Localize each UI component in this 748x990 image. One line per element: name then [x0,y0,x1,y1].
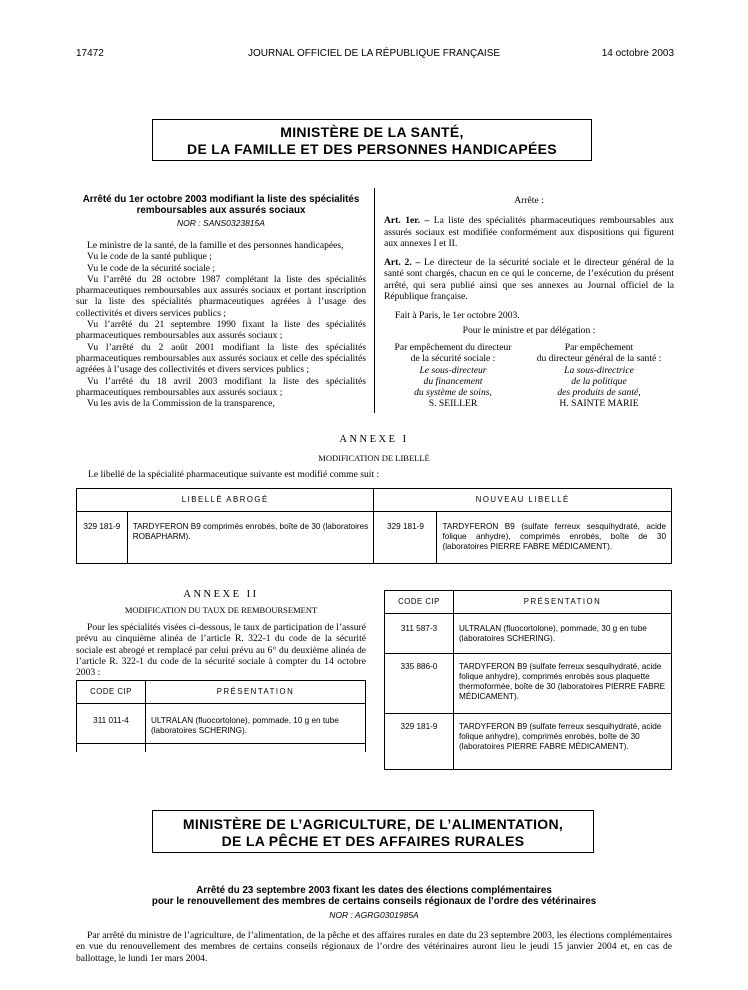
arrete-label: Arrête : [514,195,544,206]
arrete-title-line-1: Arrêté du 23 septembre 2003 fixant les dates des élections complémentaires [196,885,552,896]
ministry-agriculture-banner [152,810,594,853]
table-row [385,614,672,654]
visa-paragraph: Vu l’arrêté du 28 octobre 1987 complétant la liste des spécialités pharmaceutiques remboursables aux assurés sociaux et portant inscription sur la liste des spécialités pharmaceutiques agréées à l’usage des collectivités et divers services publics ; [76,273,366,319]
arrete-title-line-2: remboursables aux assurés sociaux [136,205,306,216]
col-header-abroge: LIBELLÉ ABROGÉ [77,489,374,512]
empty-cell [146,744,366,752]
annexe-2-table-left [76,680,366,752]
article-2 [384,257,674,302]
presentation-cell: ULTRALAN (fluocortolone), pommade, 10 g en tube (laboratoires SCHERING). [146,704,366,744]
sig-line: La sous-directrice [564,364,634,376]
signature-left [384,342,522,410]
annexe-1-intro: Le libellé de la spécialité pharmaceutique suivante est modifié comme suit : [88,469,380,480]
annexe-2-table-right [384,590,672,770]
annexe-1-title: ANNEXE I [339,434,409,445]
issue-date: 14 octobre 2003 [601,48,674,59]
presentation-cell: TARDYFERON B9 (sulfate ferreux sesquihydraté, acide folique anhydre), comprimés enrobés, boîte de 30 (laboratoires PIERRE FABRE MÉDICAMENT). [454,714,672,770]
ministry-sante-banner [152,119,592,161]
article-1-label: Art. 1er. – [384,215,430,227]
signatory-name: H. SAINTE MARIE [559,398,639,410]
arrete-text: Par arrêté du ministre de l’agriculture, de l’alimentation, de la pêche et des affaires rurales en date du 23 septembre 2003, les élections complémentaires en vue du renouvellement des membres de certains conseils régionaux de l’ordre des vétérinaires auront lieu le jeudi 15 janvier 2004 et, en cas de ballottage, le lundi 1er mars 2004. [76,930,672,964]
code-cell: 311 011-4 [77,704,146,744]
article-2-text: Le directeur de la sécurité sociale et le directeur général de la santé sont chargés, chacun en ce qui le concerne, de l’exécution du présent arrêté, qui sera publié ainsi que ses annexes au Journal officiel de la République française. [384,257,674,303]
sig-line: Le sous-directeur [419,364,487,376]
arrete-title-line-1: Arrêté du 1er octobre 2003 modifiant la liste des spécialités [82,194,360,205]
old-code-cell: 329 181-9 [77,512,128,564]
visa-paragraph: Vu le code de la sécurité sociale ; [87,262,216,274]
ministry-line-2: DE LA PÊCHE ET DES AFFAIRES RURALES [221,833,525,849]
sig-line: du système de soins, [414,387,492,399]
table-header-row [385,591,672,614]
old-label-cell: TARDYFERON B9 comprimés enrobés, boîte de 30 (laboratoires ROBAPHARM). [127,512,374,564]
presentation-cell: TARDYFERON B9 (sulfate ferreux sesquihydraté, acide folique anhydre), comprimés enrobés sous plaquette thermoformée, boîte de 30 (laboratoires PIERRE FABRE MÉDICAMENT). [454,654,672,714]
code-cell: 335 886-0 [385,654,454,714]
visa-paragraph: Vu l’arrêté du 2 août 2001 modifiant la liste des spécialités pharmaceutiques remboursables aux assurés sociaux et celle des spécialités agréées à l’usage des collectivités et divers services publics ; [76,341,366,376]
new-label-cell: TARDYFERON B9 (sulfate ferreux sesquihydraté, acide folique anhydre), comprimés enrobés, boîte de 30 (laboratoires PIERRE FABRE MÉDICAMENT). [437,512,672,564]
visa-paragraph: Vu l’arrêté du 21 septembre 1990 fixant la liste des spécialités pharmaceutiques remboursables aux assurés sociaux ; [76,319,366,342]
column-divider [374,188,375,413]
code-cell: 311 587-3 [385,614,454,654]
table-row [385,654,672,714]
table-row-empty [77,744,366,752]
visa-paragraph: Vu les avis de la Commission de la transparence, [87,398,275,410]
visa-paragraph: Vu l’arrêté du 18 avril 2003 modifiant la liste des spécialités pharmaceutiques remboursables aux assurés sociaux ; [76,375,366,398]
visa-paragraph: Le ministre de la santé, de la famille et des personnes handicapées, [87,240,344,251]
ministry-line-2: DE LA FAMILLE ET DES PERSONNES HANDICAPÉES [187,141,557,157]
annexe-2-subtitle: MODIFICATION DU TAUX DE REMBOURSEMENT [124,605,318,615]
arrete-title-line-2: pour le renouvellement des membres de certains conseils régionaux de l’ordre des vétérinaires [151,896,597,907]
table-row [77,704,366,744]
nor-reference: NOR : AGRG0301985A [329,910,419,920]
code-cell: 329 181-9 [385,714,454,770]
table-header-row [77,489,672,512]
page-number: 17472 [76,48,104,59]
sig-line: des produits de santé, [557,387,641,399]
col-header-presentation: PRÉSENTATION [146,681,366,704]
fait-a-paris: Fait à Paris, le 1er octobre 2003. [395,310,520,322]
sig-line: Par empêchement du directeur [394,341,512,353]
col-header-code-cip: CODE CIP [385,591,454,614]
arrete-veterinaires-body [76,930,672,964]
nor-reference: NOR : SANS0323815A [177,218,265,228]
empty-cell [77,744,146,752]
ministry-line-1: MINISTÈRE DE L’AGRICULTURE, DE L’ALIMENTATION, [182,816,564,832]
annexe-2-title: ANNEXE II [183,589,259,600]
signatory-name: S. SEILLER [428,398,478,410]
article-1 [384,215,674,249]
new-code-cell: 329 181-9 [374,512,437,564]
annexe-2-left [76,589,366,678]
sig-line: de la politique [571,375,627,387]
arrete-sante-right [384,195,674,410]
arrete-sante-left [76,194,366,409]
col-header-nouveau: NOUVEAU LIBELLÉ [374,489,672,512]
annexe-2-intro: Pour les spécialités visées ci-dessous, le taux de participation de l’assuré prévu au cinquième alinéa de l’article R. 322-1 du code de la sécurité sociale est abrogé et remplacé par celui prévu au 6° du deuxième alinéa de l’article R. 322-1 du code de la sécurité sociale à compter du 14 octobre 2003 : [76,622,366,679]
sig-line: du financement [423,375,483,387]
visa-paragraph: Vu le code de la santé publique ; [87,251,212,263]
presentation-cell: ULTRALAN (fluocortolone), pommade, 30 g en tube (laboratoires SCHERING). [454,614,672,654]
col-header-presentation: PRÉSENTATION [454,591,672,614]
table-row [385,714,672,770]
arrete-title [76,194,366,216]
table-header-row [77,681,366,704]
arrete-veterinaires-title [76,885,672,907]
table-row [77,512,672,564]
delegation: Pour le ministre et par délégation : [462,324,596,336]
journal-title: JOURNAL OFFICIEL DE LA RÉPUBLIQUE FRANÇAISE [247,48,501,59]
col-header-code-cip: CODE CIP [77,681,146,704]
article-1-text: La liste des spécialités pharmaceutiques remboursables aux assurés sociaux est modifiée conformément aux dispositions qui figurent aux annexes I et II. [384,215,674,249]
annexe-2-intro-wrap [76,622,366,678]
signatures [384,342,674,410]
sig-line: de la sécurité sociale : [410,353,496,365]
visas-list [76,240,366,409]
sig-line: Par empêchement [564,341,634,353]
ministry-line-1: MINISTÈRE DE LA SANTÉ, [280,124,464,140]
article-2-label: Art. 2. – [384,257,421,269]
annexe-1-table [76,488,672,564]
sig-line: du directeur général de la santé : [536,353,662,365]
signature-right [524,342,674,410]
annexe-1-subtitle: MODIFICATION DE LIBELLÉ [318,453,430,463]
